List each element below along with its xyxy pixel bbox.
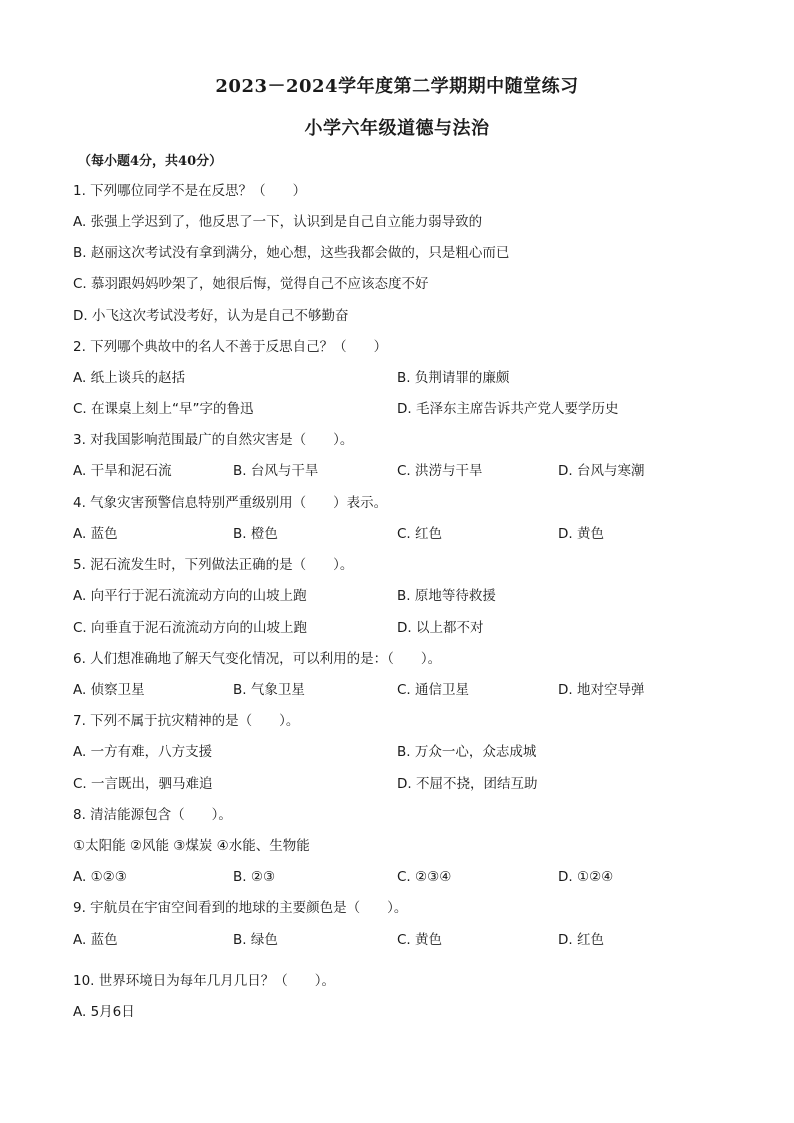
option-d: D. 以上都不对 — [397, 620, 484, 636]
option-d: D. ①②④ — [558, 869, 614, 885]
option-d: D. 台风与寒潮 — [558, 463, 645, 479]
section-note: （每小题4分，共40分） — [78, 154, 223, 169]
option-c: C. 在课桌上刻上“早”字的鲁迅 — [73, 401, 254, 417]
option-c: C. 一言既出，驷马难追 — [73, 776, 213, 792]
option-b: B. ②③ — [233, 869, 276, 885]
question-stem: 7. 下列不属于抗灾精神的是（ ）。 — [73, 713, 300, 729]
option-a: A. 纸上谈兵的赵括 — [73, 370, 186, 386]
option-c: C. 红色 — [397, 526, 443, 542]
option-c: C. ②③④ — [397, 869, 452, 885]
option-b: B. 绿色 — [233, 932, 278, 948]
question-stem: 1. 下列哪位同学不是在反思？（ ） — [73, 183, 307, 199]
option-c: C. 慕羽跟妈妈吵架了，她很后悔，觉得自己不应该态度不好 — [73, 276, 429, 292]
option-a: A. 张强上学迟到了，他反思了一下，认识到是自己自立能力弱导致的 — [73, 214, 483, 230]
option-a: A. 干旱和泥石流 — [73, 463, 172, 479]
question-stem: 2. 下列哪个典故中的名人不善于反思自己？（ ） — [73, 339, 388, 355]
exam-subtitle: 小学六年级道德与法治 — [304, 118, 490, 139]
option-c: C. 洪涝与干旱 — [397, 463, 483, 479]
exam-title: 2023－2024学年度第二学期期中随堂练习 — [215, 76, 579, 97]
question-stem: 9. 宇航员在宇宙空间看到的地球的主要颜色是（ ）。 — [73, 900, 408, 916]
option-a: A. 一方有难，八方支援 — [73, 744, 213, 760]
option-b: B. 橙色 — [233, 526, 278, 542]
option-d: D. 地对空导弹 — [558, 682, 645, 698]
option-c: C. 黄色 — [397, 932, 443, 948]
option-d: D. 黄色 — [558, 526, 604, 542]
option-b: B. 气象卫星 — [233, 682, 305, 698]
option-c: C. 通信卫星 — [397, 682, 470, 698]
option-a: A. 向平行于泥石流流动方向的山坡上跑 — [73, 588, 307, 604]
option-a: A. ①②③ — [73, 869, 127, 885]
question-stem: 10. 世界环境日为每年几月几日？（ ）。 — [73, 973, 336, 989]
option-b: B. 万众一心，众志成城 — [397, 744, 537, 760]
option-b: B. 负荆请罪的廉颇 — [397, 370, 510, 386]
question-stem: 4. 气象灾害预警信息特别严重级别用（ ）表示。 — [73, 495, 388, 511]
question-stem: 3. 对我国影响范围最广的自然灾害是（ ）。 — [73, 432, 354, 448]
option-a: A. 蓝色 — [73, 526, 118, 542]
option-a: A. 侦察卫星 — [73, 682, 145, 698]
option-b: B. 原地等待救援 — [397, 588, 496, 604]
option-d: D. 红色 — [558, 932, 604, 948]
question-stem: 5. 泥石流发生时，下列做法正确的是（ ）。 — [73, 557, 354, 573]
question-stem: 6. 人们想准确地了解天气变化情况，可以利用的是：（ ）。 — [73, 651, 442, 667]
question-stem: 8. 清洁能源包含（ ）。 — [73, 807, 232, 823]
option-b: B. 赵丽这次考试没有拿到满分，她心想，这些我都会做的，只是粗心而已 — [73, 245, 510, 261]
question-extra: ①太阳能 ②风能 ③煤炭 ④水能、生物能 — [73, 838, 310, 854]
option-b: B. 台风与干旱 — [233, 463, 319, 479]
option-c: C. 向垂直于泥石流流动方向的山坡上跑 — [73, 620, 308, 636]
option-d: D. 小飞这次考试没考好，认为是自己不够勤奋 — [73, 308, 349, 324]
option-d: D. 不屈不挠，团结互助 — [397, 776, 538, 792]
option-a: A. 蓝色 — [73, 932, 118, 948]
option-a: A. 5月6日 — [73, 1004, 135, 1020]
option-d: D. 毛泽东主席告诉共产党人要学历史 — [397, 401, 619, 417]
